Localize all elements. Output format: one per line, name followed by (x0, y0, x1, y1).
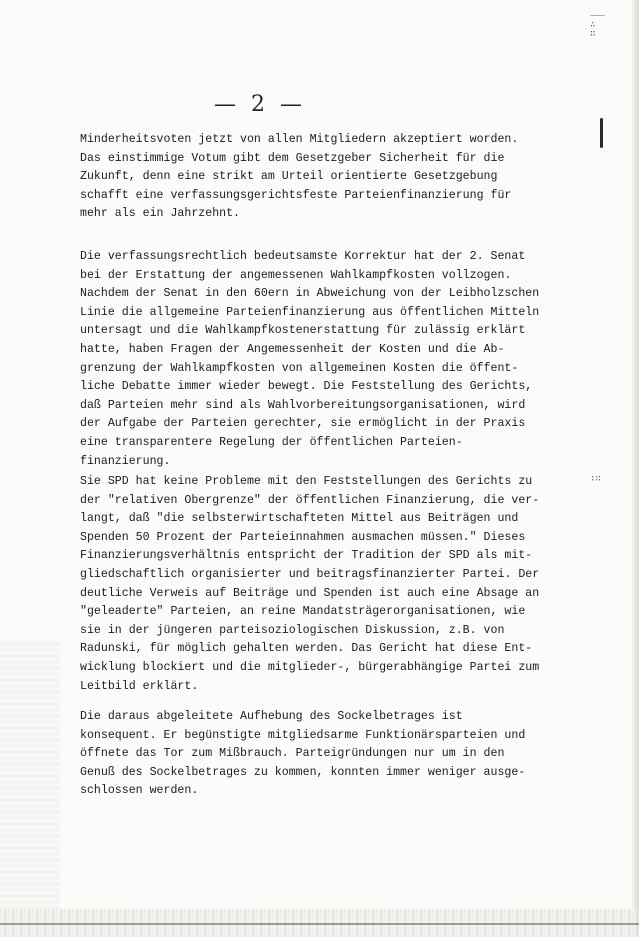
scan-right-edge (632, 0, 639, 937)
text-line: Sie SPD hat keine Probleme mit den Feststellungen des Gerichts zu (80, 475, 533, 488)
text-line: sie in der jüngeren parteisoziologischen Diskussion, z.B. von (80, 623, 505, 637)
text-line: deutliche Verweis auf Beiträge und Spenden ist auch eine Absage an (80, 586, 540, 600)
scan-margin-mark (600, 118, 603, 148)
paragraph-2 (80, 248, 540, 471)
scan-bottom-line (0, 923, 639, 925)
text-line: langt, daß "die selbsterwirtschafteten Mittel aus Beiträgen und (80, 512, 519, 526)
text-line: Die verfassungsrechtlich bedeutsamste Korrektur hat der 2. Senat (80, 250, 526, 263)
text-line: konsequent. Er begünstigte mitgliedsarme Funktionärsparteien und (80, 728, 526, 742)
scan-edge-noise (0, 640, 60, 920)
text-line: Die daraus abgeleitete Aufhebung des Sockelbetrages ist (80, 710, 463, 723)
page-number: — 2 — (214, 92, 306, 117)
text-line: hatte, haben Fragen der Angemessenheit der Kosten und die Ab- (80, 342, 505, 356)
text-line: der Aufgabe der Parteien gerechter, sie ermöglicht in der Praxis (80, 417, 526, 431)
scan-corner-artifact: ⸺ ∴ ∷ (590, 11, 606, 39)
text-line: Spenden 50 Prozent der Parteieinnahmen ausmachen müssen." Dieses (80, 530, 526, 544)
text-line: untersagt und die Wahlkampfkostenerstattung für zulässig erklärt (80, 324, 526, 338)
text-line: Das einstimmige Votum gibt dem Gesetzgeber Sicherheit für die (80, 151, 505, 165)
text-line: Finanzierungsverhältnis entspricht der Tradition der SPD als mit- (80, 549, 533, 563)
text-line: wicklung blockiert und die mitglieder-, bürgerabhängige Partei zum (80, 660, 540, 674)
text-line: Zukunft, denn eine strikt am Urteil orientierte Gesetzgebung (80, 170, 498, 184)
text-line: Leitbild erklärt. (80, 679, 199, 693)
text-line: eine transparentere Regelung der öffentlichen Parteien- (80, 435, 463, 449)
text-line: liche Debatte immer wieder bewegt. Die Feststellung des Gerichts, (80, 380, 533, 394)
text-line: der "relativen Obergrenze" der öffentlichen Finanzierung, die ver- (80, 493, 540, 507)
paragraph-3 (80, 473, 540, 696)
text-line: grenzung der Wahlkampfkosten von allgemeinen Kosten die öffent- (80, 361, 519, 375)
paragraph-4 (80, 708, 530, 801)
text-line: Genuß des Sockelbetrages zu kommen, konnten immer weniger ausge- (80, 765, 526, 779)
text-line: Nachdem der Senat in den 60ern in Abweichung von der Leibholzschen (80, 287, 540, 301)
text-line: schafft eine verfassungsgerichtsfeste Parteienfinanzierung für (80, 188, 512, 202)
text-line: schlossen werden. (80, 784, 199, 798)
text-line: mehr als ein Jahrzehnt. (80, 207, 241, 221)
text-line: bei der Erstattung der angemessenen Wahlkampfkosten vollzogen. (80, 268, 512, 282)
text-line: Radunski, für möglich gehalten werden. Das Gericht hat diese Ent- (80, 642, 533, 656)
text-line: Linie die allgemeine Parteienfinanzierung aus öffentlichen Mitteln (80, 305, 540, 319)
text-line: gliedschaftlich organisierter und beitragsfinanzierter Partei. Der (80, 567, 540, 581)
text-line: öffnete das Tor zum Mißbrauch. Parteigründungen nur um in den (80, 747, 505, 761)
text-line: Minderheitsvoten jetzt von allen Mitgliedern akzeptiert worden. (80, 133, 519, 146)
text-line: "geleaderte" Parteien, an reine Mandatsträgerorganisationen, wie (80, 605, 526, 619)
text-line: daß Parteien mehr sind als Wahlvorbereitungsorganisationen, wird (80, 398, 526, 412)
scan-margin-artifact: ∶∷ (590, 474, 601, 484)
text-line: finanzierung. (80, 454, 171, 468)
paragraph-1 (80, 131, 530, 224)
